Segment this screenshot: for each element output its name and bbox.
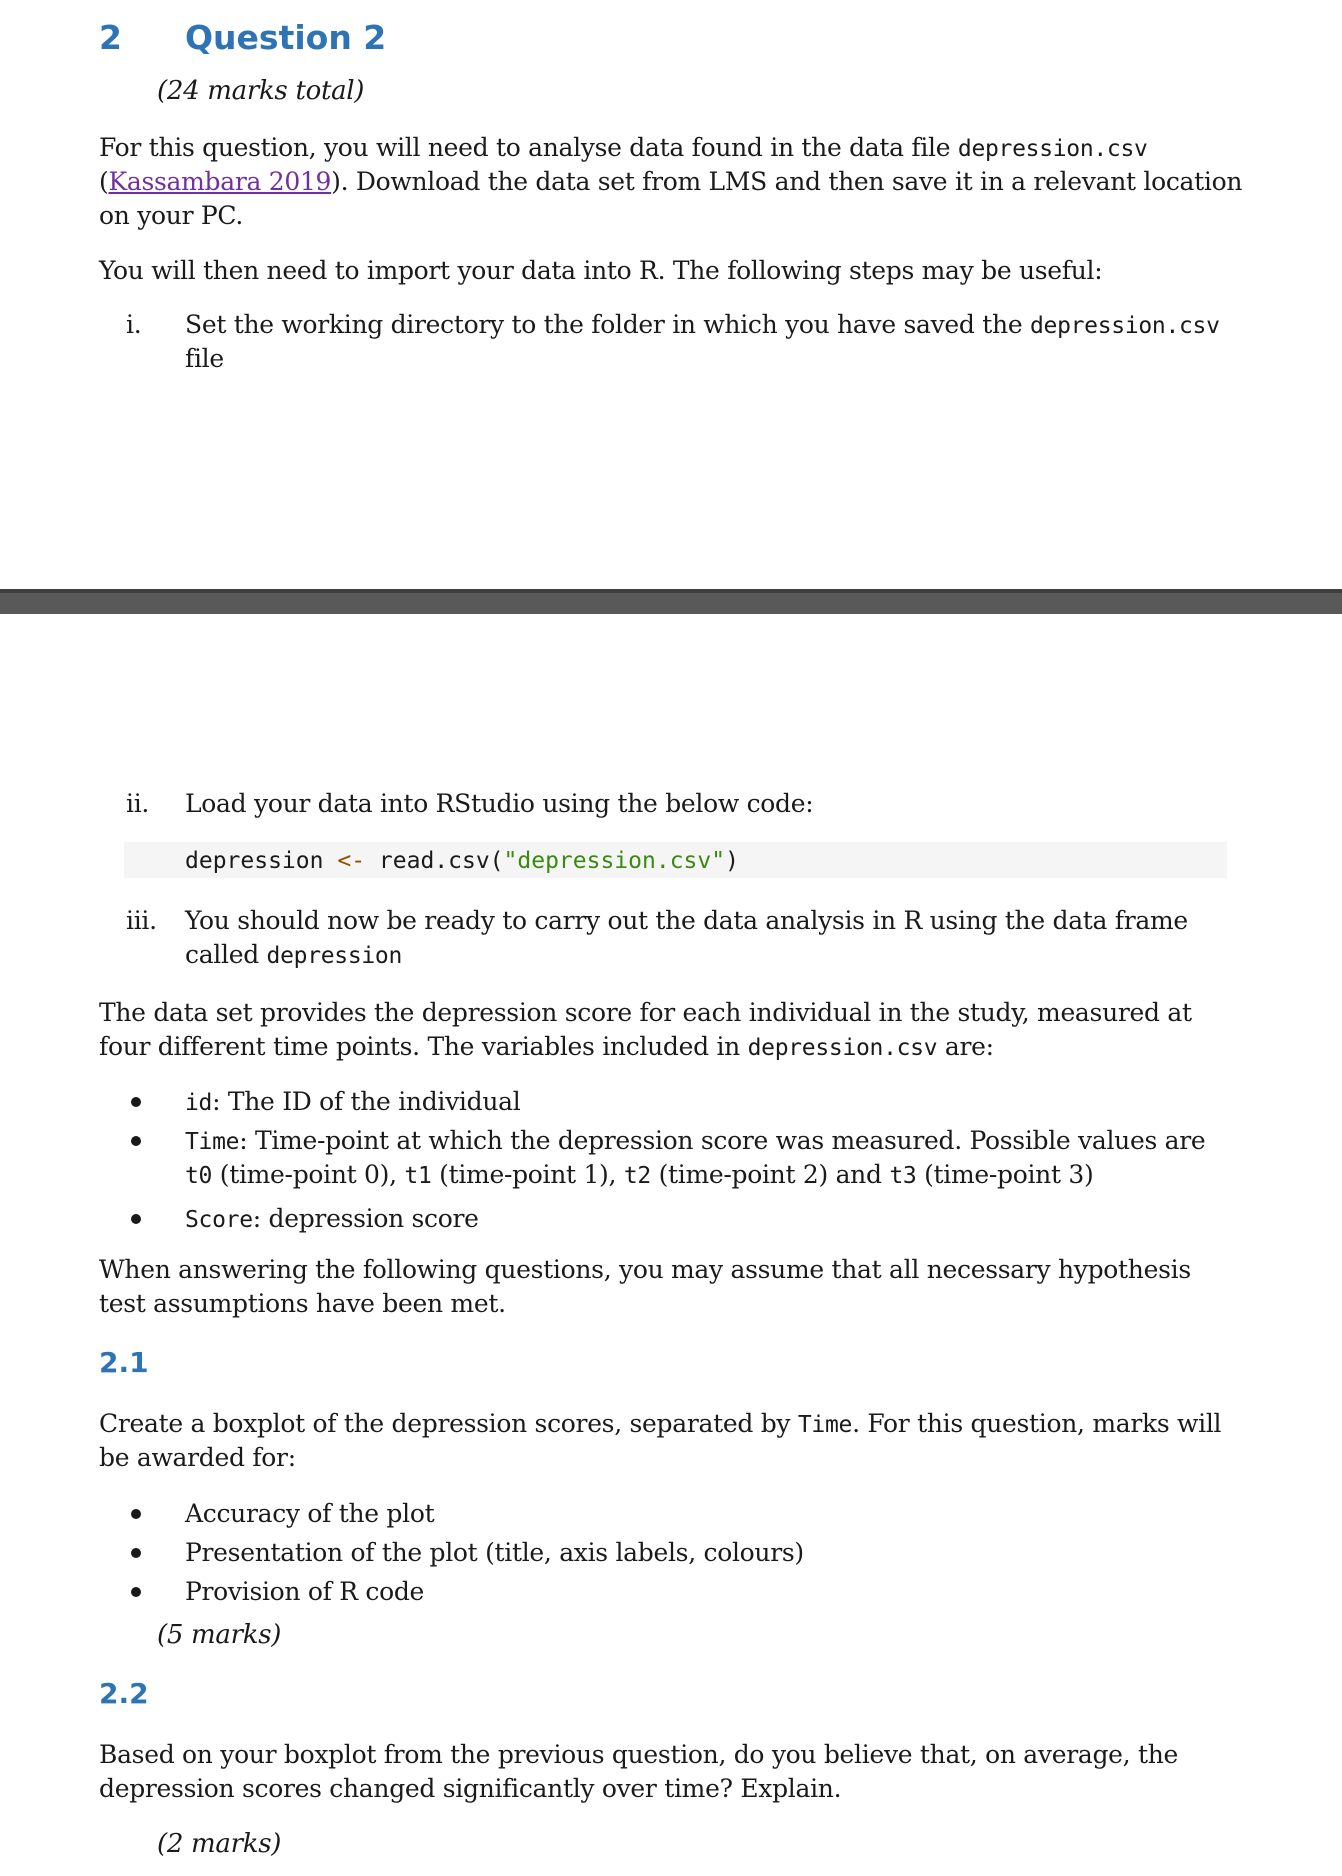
marks: (5 marks) bbox=[157, 1620, 282, 1650]
step-text: You should now be ready to carry out the data analysis in R using the data frame bbox=[185, 906, 1188, 935]
value-desc: (time-point 2) and bbox=[650, 1160, 890, 1189]
variable-name: Time bbox=[185, 1129, 240, 1155]
step-number: i. bbox=[126, 310, 142, 339]
q22-line-1: Based on your boxplot from the previous question, do you believe that, on average, the bbox=[99, 1740, 1179, 1769]
filename-code: depression.csv bbox=[957, 136, 1148, 162]
code-function: read.csv( bbox=[378, 848, 504, 874]
step-number: iii. bbox=[126, 906, 157, 935]
step-text: Load your data into RStudio using the below code: bbox=[185, 789, 814, 818]
page-break bbox=[0, 589, 1342, 614]
intro-text: For this question, you will need to analyse data found in the data file bbox=[99, 133, 958, 162]
assumptions-line-2: test assumptions have been met. bbox=[99, 1289, 506, 1318]
import-instruction: You will then need to import your data into R. The following steps may be useful: bbox=[99, 256, 1103, 285]
dataset-text: four different time points. The variables included in bbox=[99, 1032, 748, 1061]
variable-id bbox=[185, 1084, 520, 1121]
variable-name: id bbox=[185, 1090, 213, 1116]
value-code: t3 bbox=[889, 1163, 917, 1189]
dataset-line-1: The data set provides the depression score for each individual in the study, measured at bbox=[99, 998, 1192, 1027]
marks-total: (24 marks total) bbox=[157, 76, 365, 106]
bullet-icon bbox=[131, 1136, 141, 1146]
q21-text: Create a boxplot of the depression scores, separated by bbox=[99, 1409, 798, 1438]
intro-line-1 bbox=[99, 130, 1148, 167]
subquestion-heading: 2.2 bbox=[99, 1677, 149, 1710]
q21-text: . For this question, marks will bbox=[852, 1409, 1222, 1438]
dataset-line-2 bbox=[99, 1029, 994, 1066]
section-number: 2 bbox=[99, 18, 122, 57]
code-paren: ) bbox=[725, 848, 739, 874]
code-variable: depression bbox=[185, 848, 324, 874]
citation-link[interactable]: Kassambara 2019 bbox=[108, 167, 332, 196]
bullet-icon bbox=[131, 1587, 141, 1597]
criteria-item: Accuracy of the plot bbox=[185, 1499, 435, 1528]
dataset-text: are: bbox=[937, 1032, 994, 1061]
bullet-icon bbox=[131, 1548, 141, 1558]
variable-name: Score bbox=[185, 1207, 253, 1233]
filename-code: depression.csv bbox=[747, 1035, 938, 1061]
step-text-cont bbox=[185, 937, 402, 974]
step-text bbox=[185, 307, 1220, 344]
step-number: ii. bbox=[126, 789, 150, 818]
value-code: t2 bbox=[623, 1163, 651, 1189]
q21-line-2: be awarded for: bbox=[99, 1443, 296, 1472]
q22-line-2: depression scores changed significantly over time? Explain. bbox=[99, 1774, 842, 1803]
section-title: Question 2 bbox=[185, 18, 387, 57]
value-code: t0 bbox=[185, 1163, 213, 1189]
variable-time bbox=[185, 1123, 1205, 1160]
variable-desc: : depression score bbox=[252, 1204, 479, 1233]
variable-time-values bbox=[185, 1157, 1093, 1194]
filename-code: depression.csv bbox=[1029, 313, 1220, 339]
subquestion-heading: 2.1 bbox=[99, 1346, 149, 1379]
assumptions-line-1: When answering the following questions, you may assume that all necessary hypothesis bbox=[99, 1255, 1191, 1284]
variable-desc: : Time-point at which the depression score was measured. Possible values are bbox=[239, 1126, 1206, 1155]
q21-line-1 bbox=[99, 1406, 1221, 1443]
variable-desc: : The ID of the individual bbox=[212, 1087, 521, 1116]
intro-line-2 bbox=[99, 164, 1242, 199]
value-desc: (time-point 0), bbox=[212, 1160, 405, 1189]
value-desc: (time-point 3) bbox=[916, 1160, 1094, 1189]
intro-text: ). Download the data set from LMS and then save it in a relevant location bbox=[331, 167, 1243, 196]
step-text-part: Set the working directory to the folder in which you have saved the bbox=[185, 310, 1030, 339]
step-text-cont: file bbox=[185, 344, 224, 373]
code-line bbox=[185, 847, 739, 875]
variable-score bbox=[185, 1201, 479, 1238]
bullet-icon bbox=[131, 1097, 141, 1107]
step-text-part: called bbox=[185, 940, 267, 969]
bullet-icon bbox=[131, 1214, 141, 1224]
criteria-item: Presentation of the plot (title, axis labels, colours) bbox=[185, 1538, 804, 1567]
code-string: "depression.csv" bbox=[503, 848, 726, 874]
bullet-icon bbox=[131, 1509, 141, 1519]
dataframe-code: depression bbox=[266, 943, 403, 969]
criteria-item: Provision of R code bbox=[185, 1577, 425, 1606]
paren: ( bbox=[99, 167, 109, 196]
variable-code: Time bbox=[797, 1412, 853, 1438]
marks: (2 marks) bbox=[157, 1829, 282, 1859]
value-desc: (time-point 1), bbox=[431, 1160, 624, 1189]
value-code: t1 bbox=[404, 1163, 432, 1189]
code-assign: <- bbox=[337, 848, 366, 874]
intro-line-3: on your PC. bbox=[99, 201, 243, 230]
